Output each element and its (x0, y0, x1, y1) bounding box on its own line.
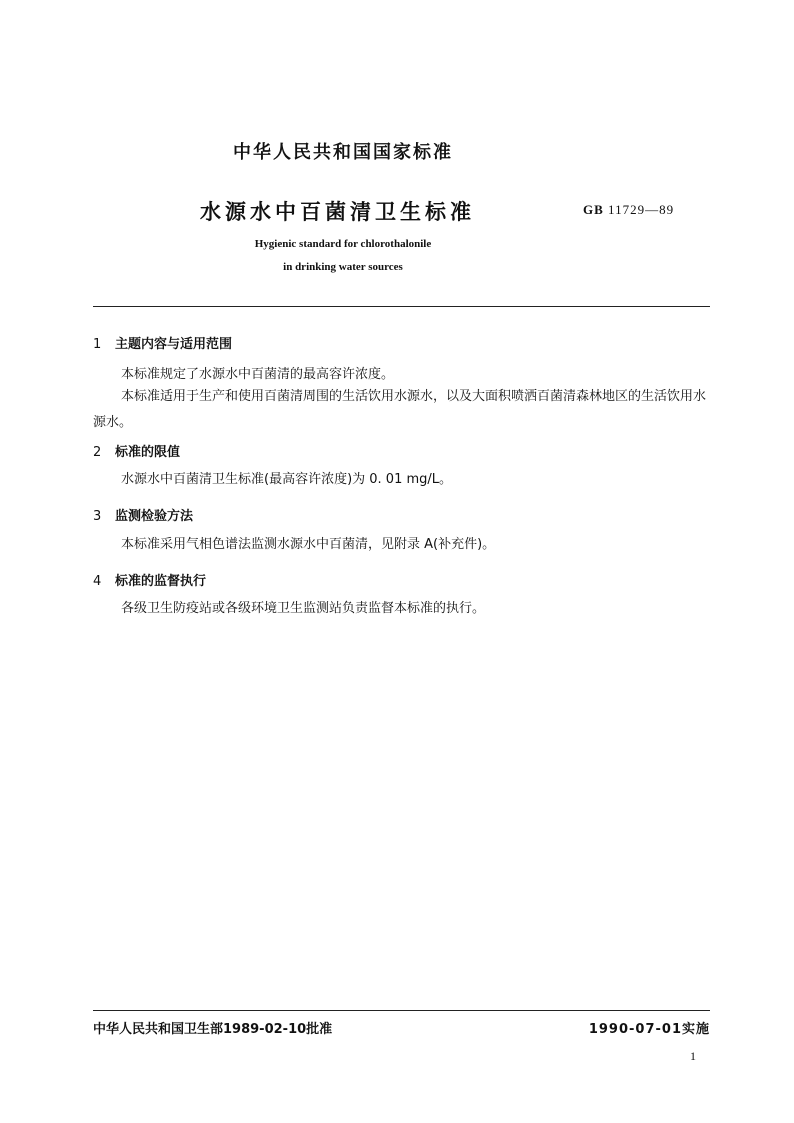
approval-text: 中华人民共和国卫生部1989-02-10批准 (93, 1022, 333, 1037)
national-standard-label: 中华人民共和国国家标准 (233, 142, 453, 163)
section-number: 4 (93, 574, 102, 589)
english-title-line1: Hygienic standard for chlorothalonile (254, 238, 432, 250)
section-number: 2 (93, 445, 102, 460)
section-title: 标准的监督执行 (115, 574, 207, 589)
section-number: 3 (93, 509, 102, 524)
section-heading-4 (93, 570, 206, 589)
implementation-date: 1990-07-01实施 (588, 1022, 710, 1037)
header-divider (93, 306, 710, 307)
section-title: 标准的限值 (115, 445, 181, 460)
document-title: 水源水中百菌清卫生标准 (200, 200, 475, 224)
section-number: 1 (93, 337, 102, 352)
paragraph: 本标准规定了水源水中百菌清的最高容许浓度。 (121, 367, 395, 382)
page-number: 1 (690, 1049, 696, 1063)
standard-code-prefix: GB (583, 202, 604, 217)
section-title: 监测检验方法 (115, 509, 194, 524)
standard-code-number: 11729—89 (608, 202, 675, 217)
section-heading-1 (93, 333, 232, 352)
paragraph: 本标准适用于生产和使用百菌清周围的生活饮用水源水，以及大面积喷洒百菌清森林地区的生活饮用水源水。 (93, 389, 707, 430)
title-row (0, 196, 794, 226)
paragraph: 本标准采用气相色谱法监测水源水中百菌清，见附录 A(补充件)。 (121, 537, 496, 552)
section-title: 主题内容与适用范围 (115, 337, 233, 352)
standard-code (583, 202, 674, 218)
section-heading-2 (93, 441, 180, 460)
paragraph: 各级卫生防疫站或各级环境卫生监测站负责监督本标准的执行。 (121, 601, 486, 616)
english-title-line2: in drinking water sources (283, 261, 403, 273)
section-heading-3 (93, 505, 193, 524)
paragraph: 水源水中百菌清卫生标准(最高容许浓度)为 0. 01 mg/L。 (121, 472, 453, 487)
footer-divider (93, 1010, 710, 1011)
